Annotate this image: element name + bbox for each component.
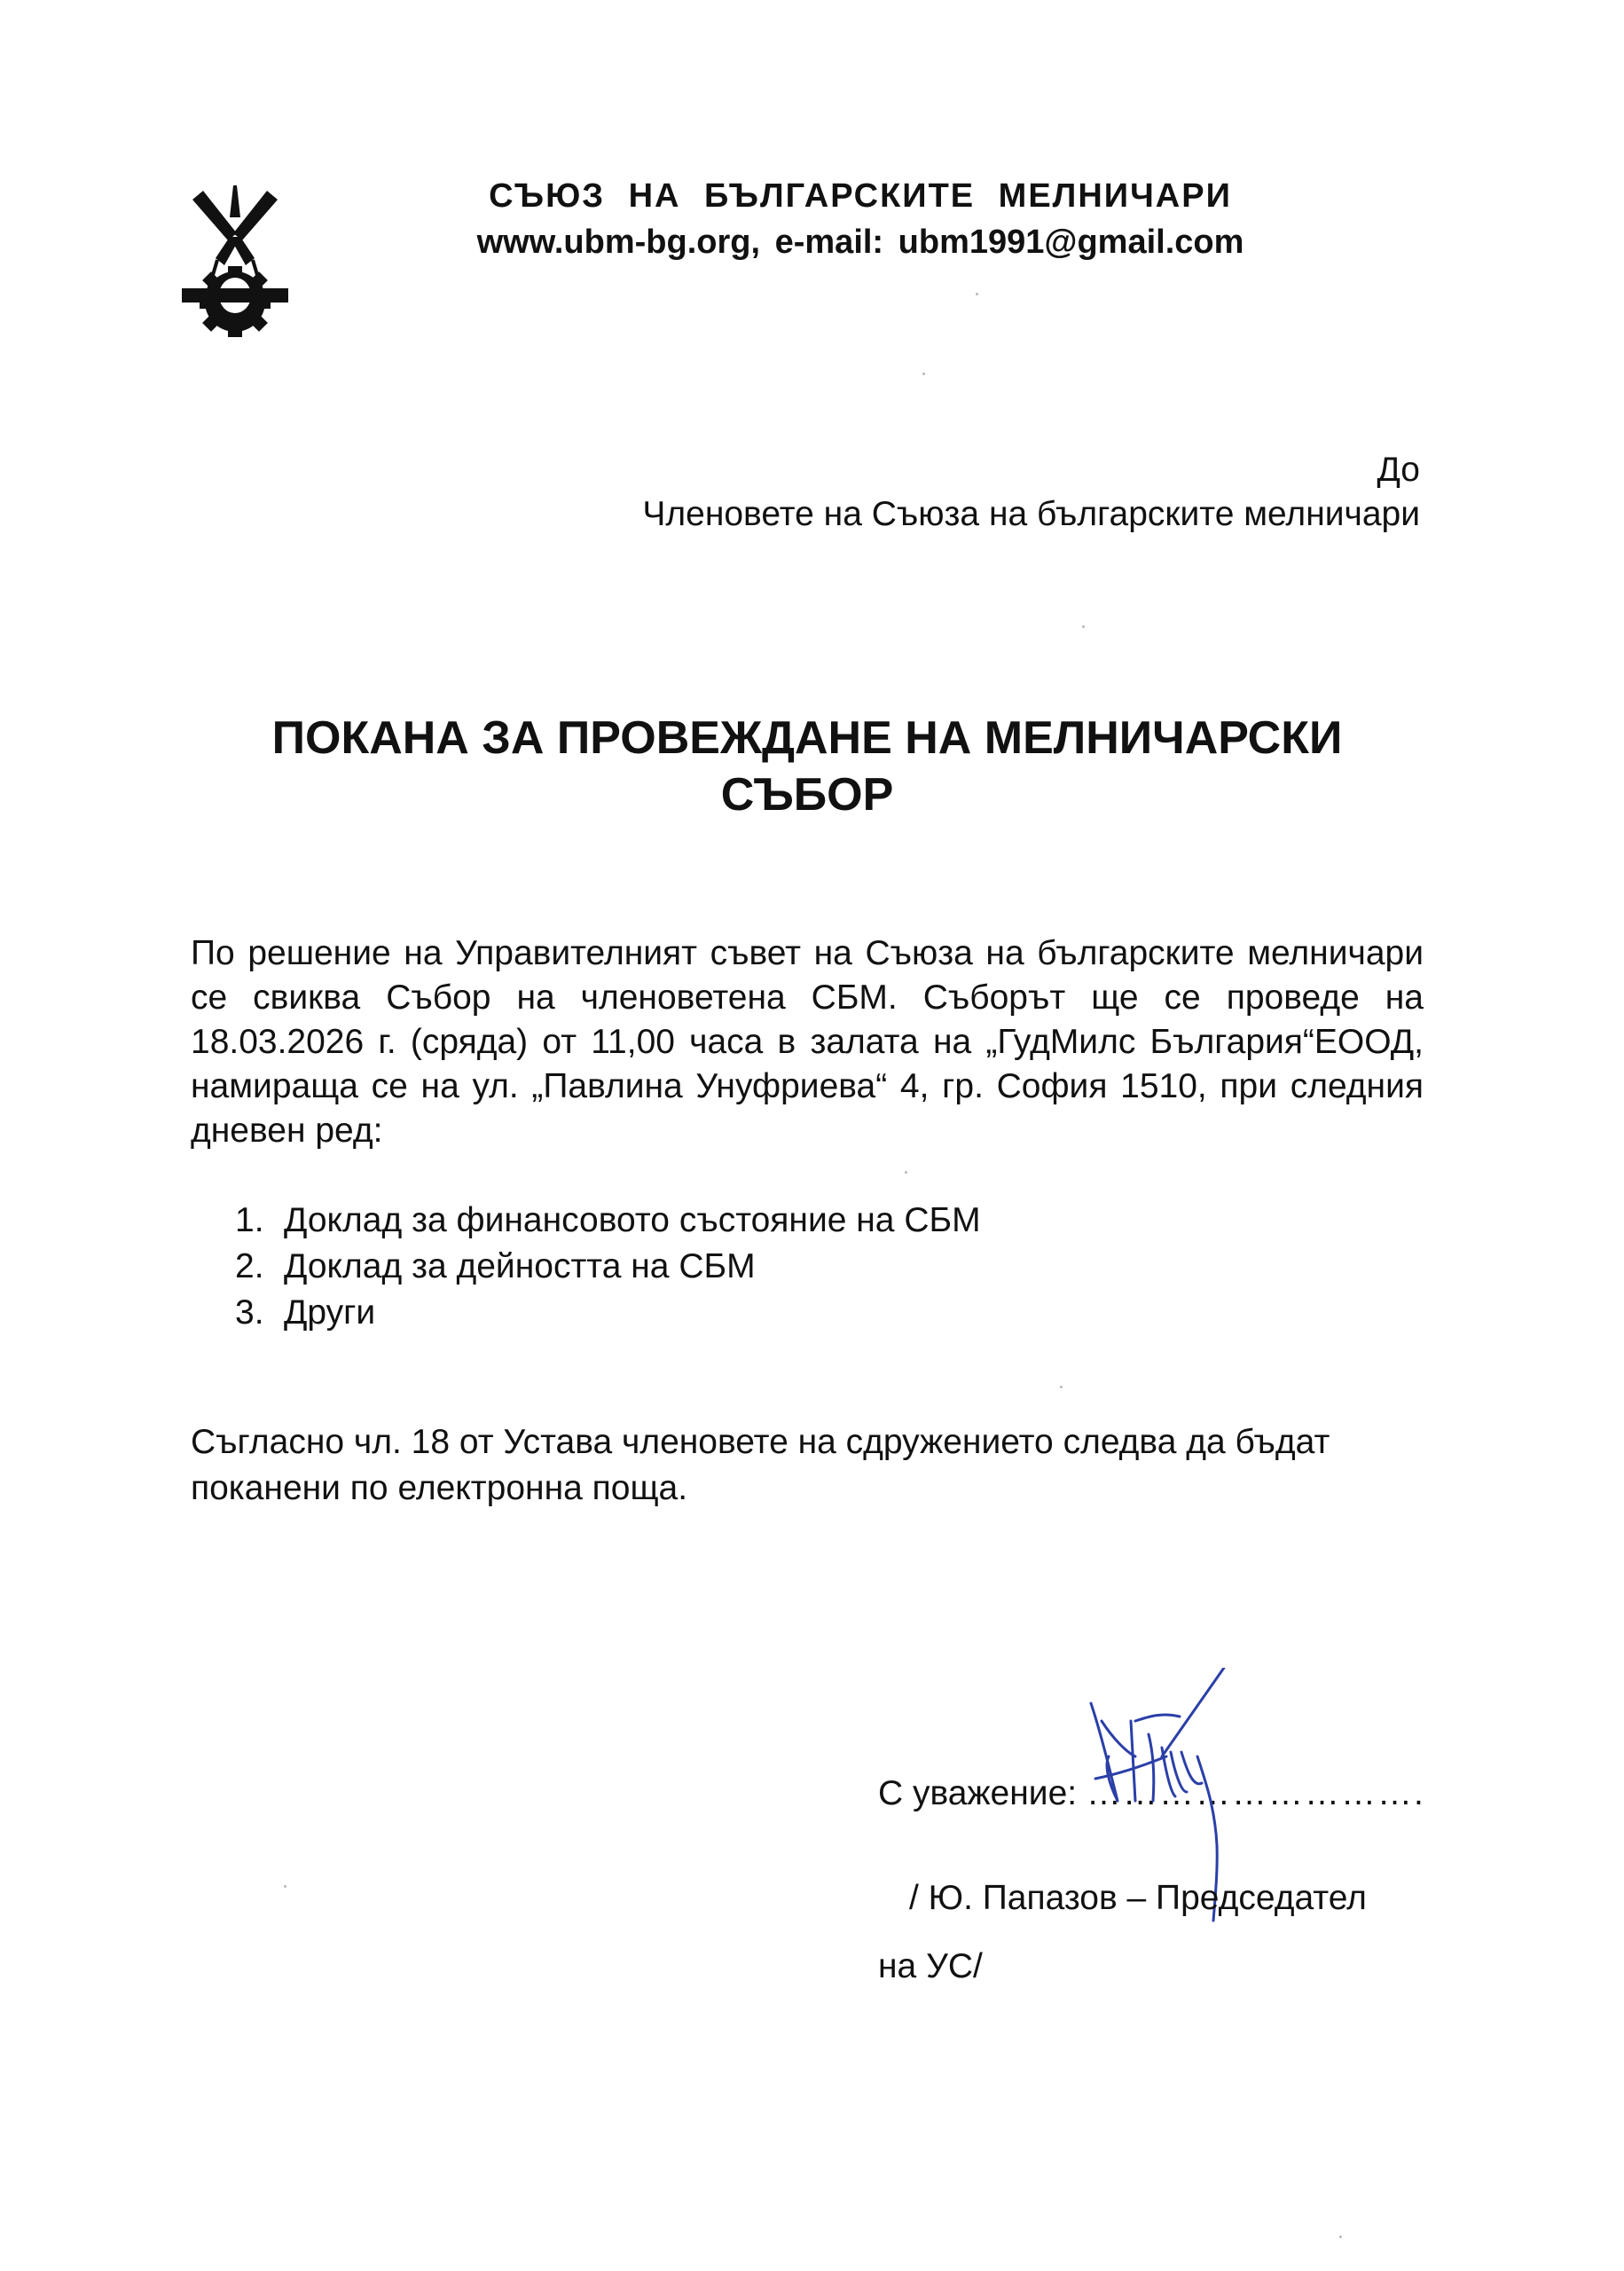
agenda-item-number: 1.	[235, 1201, 264, 1239]
closing-paragraph: Съгласно чл. 18 от Устава членовете на сдружението следва да бъдат поканени по електронна поща.	[191, 1423, 1330, 1507]
scan-speck	[284, 1885, 286, 1888]
agenda-item-number: 2.	[235, 1247, 264, 1285]
agenda-item-text: Доклад за финансовото състояние на СБМ	[284, 1201, 981, 1239]
mill-gear-logo-icon	[182, 182, 288, 337]
title-line-2: СЪБОР	[720, 769, 894, 821]
agenda-item	[235, 1198, 1299, 1244]
agenda-item-number: 3.	[235, 1293, 264, 1332]
scan-speck	[905, 1171, 907, 1174]
signer-role: на УС/	[878, 1947, 983, 1985]
scan-speck	[1082, 625, 1085, 628]
organization-contact: www.ubm-bg.org, e-mail: ubm1991@gmail.com	[476, 224, 1244, 261]
agenda-item-text: Други	[284, 1293, 376, 1332]
signer-name: / Ю. Папазов – Председател	[909, 1879, 1367, 1917]
scan-speck	[1339, 2236, 1342, 2238]
organization-logo	[182, 182, 288, 337]
title-line-1: ПОКАНА ЗА ПРОВЕЖДАНЕ НА МЕЛНИЧАРСКИ	[271, 712, 1343, 764]
addressee-recipients: Членовете на Съюза на българските мелничари	[642, 495, 1420, 533]
invitation-paragraph: По решение на Управителният съвет на Съюза на българските мелничари се свиква Събор на членоветена СБМ. Съборът ще се проведе на 18.03.2026 г. (сряда) от 11,00 часа в залата на „ГудМилс България“ЕООД, намираща се на ул. „Павлина Унуфриева“ 4, гр. София 1510, при следния дневен ред:	[191, 934, 1424, 1150]
scan-speck	[976, 293, 978, 295]
organization-name: СЪЮЗ НА БЪЛГАРСКИТЕ МЕЛНИЧАРИ	[489, 177, 1232, 215]
regards-label: С уважение:	[878, 1774, 1078, 1812]
scan-speck	[922, 373, 925, 375]
signature-dots: ……………………….	[1086, 1774, 1425, 1812]
agenda-item	[235, 1290, 1299, 1336]
scan-speck	[1060, 1386, 1063, 1388]
addressee-to-label: До	[1377, 451, 1420, 489]
document-title	[177, 710, 1437, 823]
agenda-item	[235, 1244, 1299, 1290]
agenda-list	[235, 1198, 1299, 1336]
agenda-item-text: Доклад за дейността на СБМ	[284, 1247, 756, 1285]
